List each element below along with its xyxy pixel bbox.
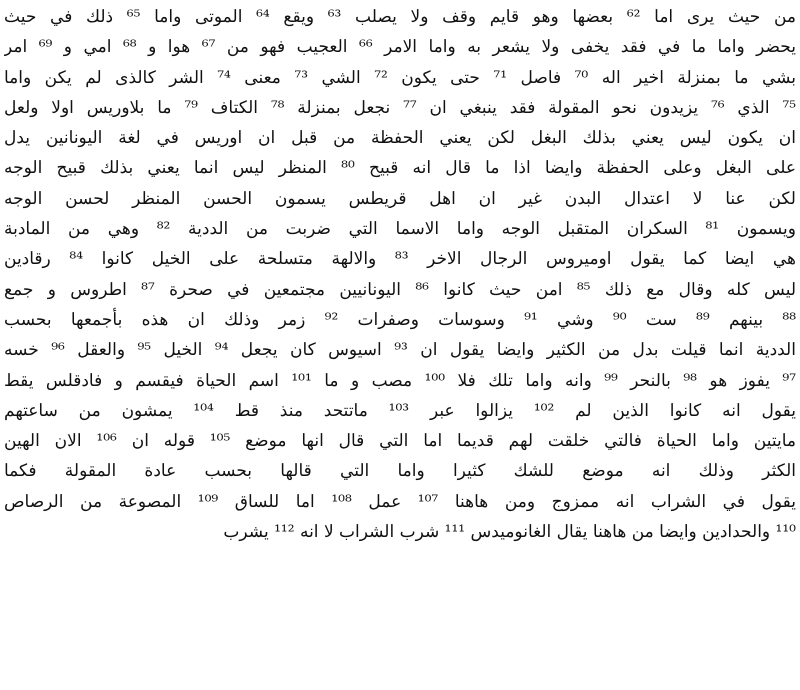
text-line: هي ايضا كما يقول اوميروس الرجال الاخر ⁸³ والالهة متسلحة على الخيل كانوا ⁸⁴ رقادين — [4, 249, 796, 270]
text-line: مايتين واما الحياة فالتي خلقت لهم قديما اما التي قال انها موضع ¹⁰⁵ قوله ان ¹⁰⁶ الان الهين — [4, 431, 796, 452]
text-line: يحضر واما ما في فقد يخفى ولا يشعر به واما الامر ⁶⁶ العجيب فهو من ⁶⁷ هوا و ⁶⁸ امي و ⁶⁹ امر — [4, 37, 796, 58]
text-line: الكثر وذلك انه موضع للشك كثيرا واما التي قالها بحسب عادة المقولة فكما — [4, 461, 796, 482]
text-line: من حيث يرى اما ⁶² بعضها وهو قايم وقف ولا يصلب ⁶³ ويقع ⁶⁴ الموتى واما ⁶⁵ ذلك في حيث — [4, 7, 796, 27]
text-line: بشي ما بمنزلة اخير اله ⁷⁰ فاصل ⁷¹ حتى يكون ⁷² الشي ⁷³ معنى ⁷⁴ الشر كالذى لم يكن واما — [4, 67, 796, 88]
text-line: يقول في الشراب انه ممزوج ومن هاهنا ¹⁰⁷ عمل ¹⁰⁸ اما للساق ¹⁰⁹ المصوعة من الرصاص — [4, 491, 796, 512]
text-line: يقول انه كانوا الذين لم ¹⁰² يزالوا عبر ¹⁰³ ماتتحد منذ قط ¹⁰⁴ يمشون من ساعتهم — [4, 400, 796, 421]
text-line: على البغل وعلى الحفظة وايضا اذا ما قال انه قبيح ⁸⁰ المنظر ليس انما يعني بذلك قبيح الوجه — [4, 158, 796, 179]
text-line: لكن عنا لا اعتدال البدن غير ان اهل قريطس يسمون الحسن المنظر لحسن الوجه — [4, 188, 796, 209]
text-line: ليس كله وقال مع ذلك ⁸⁵ امن حيث كانوا ⁸⁶ اليونانيين مجتمعين في صحرة ⁸⁷ اطروس و جمع — [4, 279, 796, 300]
text-line: ان يكون ليس يعني بذلك البغل لكن يعني الحفظة من قبل ان اوريس في لغة اليونانين يدل — [4, 128, 796, 149]
text-line: ¹¹⁰ والحدادين وايضا من هاهنا يقال الغانوميدس ¹¹¹ شرب الشراب لا انه ¹¹² يشرب — [223, 522, 796, 543]
text-line: ⁹⁷ يفوز هو ⁹⁸ بالنحر ⁹⁹ وانه واما تلك فلا ¹⁰⁰ مصب و ما ¹⁰¹ اسم الحياة فيقسم و فادقلس يقط — [4, 370, 796, 391]
text-line: ⁷⁵ الذي ⁷⁶ يزيدون نحو المقولة فقد ينبغي ان ⁷⁷ نجعل بمنزلة ⁷⁸ الكتاف ⁷⁹ ما بلاوريس اولا ولعل — [4, 97, 796, 118]
text-line: الددية انما قيلت بدل من الكثير وايضا يقول ان ⁹³ اسيوس كان يجعل ⁹⁴ الخيل ⁹⁵ والعقل ⁹⁶ خسه — [4, 340, 796, 361]
arabic-text-block — [4, 2, 796, 547]
text-line: ويسمون ⁸¹ السكران المتقبل الوجه واما الاسما التي ضربت من الددية ⁸² وهي من المادبة — [4, 219, 796, 240]
text-line: ⁸⁸ بينهم ⁸⁹ ست ⁹⁰ وشي ⁹¹ وسوسات وصفرات ⁹² زمر وذلك ان هذه بأجمعها بحسب — [4, 309, 796, 330]
